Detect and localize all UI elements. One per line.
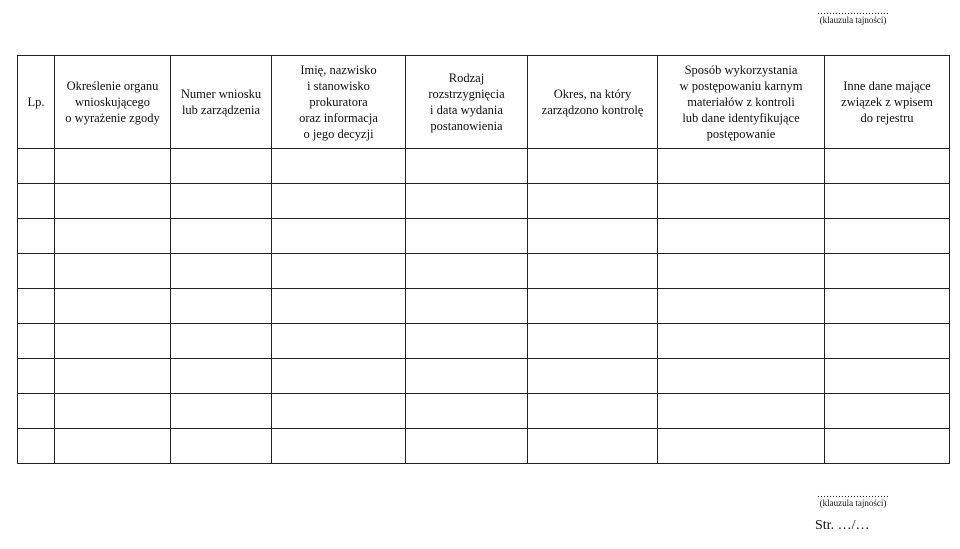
table-cell (55, 429, 171, 464)
table-cell (18, 359, 55, 394)
table-cell (406, 429, 528, 464)
table-cell (171, 149, 272, 184)
column-header: Inne dane mające związek z wpisem do rejestru (825, 56, 950, 149)
table-row (18, 184, 950, 219)
table-cell (55, 219, 171, 254)
table-cell (658, 149, 825, 184)
table-cell (272, 359, 406, 394)
table-cell (406, 219, 528, 254)
table-cell (406, 324, 528, 359)
table-cell (406, 184, 528, 219)
table-cell (171, 289, 272, 324)
secrecy-clause-bottom (813, 490, 893, 508)
table-cell (18, 429, 55, 464)
table-cell (528, 184, 658, 219)
table-row (18, 394, 950, 429)
table-cell (272, 184, 406, 219)
secrecy-clause-label: (klauzula tajności) (819, 15, 887, 25)
table-row (18, 429, 950, 464)
table-cell (658, 184, 825, 219)
table-cell (528, 289, 658, 324)
table-row (18, 219, 950, 254)
table-cell (406, 394, 528, 429)
table-cell (658, 254, 825, 289)
column-header: Okres, na który zarządzono kontrolę (528, 56, 658, 149)
table-cell (272, 219, 406, 254)
table-cell (171, 254, 272, 289)
table-cell (55, 289, 171, 324)
column-header: Numer wniosku lub zarządzenia (171, 56, 272, 149)
table-cell (272, 289, 406, 324)
table-cell (18, 184, 55, 219)
table-cell (825, 184, 950, 219)
table-cell (272, 149, 406, 184)
table-row (18, 359, 950, 394)
table-cell (18, 289, 55, 324)
table-cell (55, 254, 171, 289)
table-cell (825, 149, 950, 184)
table-cell (171, 394, 272, 429)
table-cell (171, 429, 272, 464)
table-cell (406, 289, 528, 324)
table-cell (658, 429, 825, 464)
table-cell (18, 324, 55, 359)
table-row (18, 254, 950, 289)
table-cell (658, 219, 825, 254)
table-cell (658, 359, 825, 394)
column-header: Lp. (18, 56, 55, 149)
table-cell (272, 254, 406, 289)
register-table (17, 55, 950, 464)
table-cell (55, 359, 171, 394)
table-cell (825, 219, 950, 254)
table-cell (528, 394, 658, 429)
table-cell (825, 324, 950, 359)
signature-dots: …………………… (817, 489, 889, 499)
table-cell (825, 394, 950, 429)
column-header: Rodzaj rozstrzygnięcia i data wydania postanowienia (406, 56, 528, 149)
table-cell (55, 184, 171, 219)
column-header: Imię, nazwisko i stanowisko prokuratora oraz informacja o jego decyzji (272, 56, 406, 149)
table-cell (825, 254, 950, 289)
table-cell (18, 219, 55, 254)
table-cell (528, 429, 658, 464)
table-cell (528, 149, 658, 184)
table-cell (825, 359, 950, 394)
table-cell (272, 429, 406, 464)
table-cell (825, 429, 950, 464)
table-cell (18, 394, 55, 429)
column-header: Sposób wykorzystania w postępowaniu karnym materiałów z kontroli lub dane identyfikujące postępowanie (658, 56, 825, 149)
table-cell (171, 184, 272, 219)
table-row (18, 289, 950, 324)
header-row (18, 56, 950, 149)
table-cell (171, 359, 272, 394)
table-cell (18, 254, 55, 289)
table-cell (658, 324, 825, 359)
secrecy-clause-label: (klauzula tajności) (819, 498, 887, 508)
signature-dots: …………………… (817, 6, 889, 16)
table-cell (55, 394, 171, 429)
table-cell (658, 289, 825, 324)
table-cell (55, 324, 171, 359)
table-cell (528, 219, 658, 254)
table-cell (528, 359, 658, 394)
table-row (18, 149, 950, 184)
table-cell (272, 394, 406, 429)
table-body (18, 149, 950, 464)
table-row (18, 324, 950, 359)
table-cell (171, 324, 272, 359)
table-cell (825, 289, 950, 324)
table-cell (18, 149, 55, 184)
table-cell (658, 394, 825, 429)
table-cell (528, 324, 658, 359)
column-header: Określenie organu wnioskującego o wyrażenie zgody (55, 56, 171, 149)
table-cell (406, 254, 528, 289)
secrecy-clause-top (813, 7, 893, 25)
table-cell (406, 359, 528, 394)
table-cell (272, 324, 406, 359)
table-cell (55, 149, 171, 184)
page-number: Str. …/… (815, 518, 870, 533)
table-cell (406, 149, 528, 184)
table-cell (171, 219, 272, 254)
table-cell (528, 254, 658, 289)
